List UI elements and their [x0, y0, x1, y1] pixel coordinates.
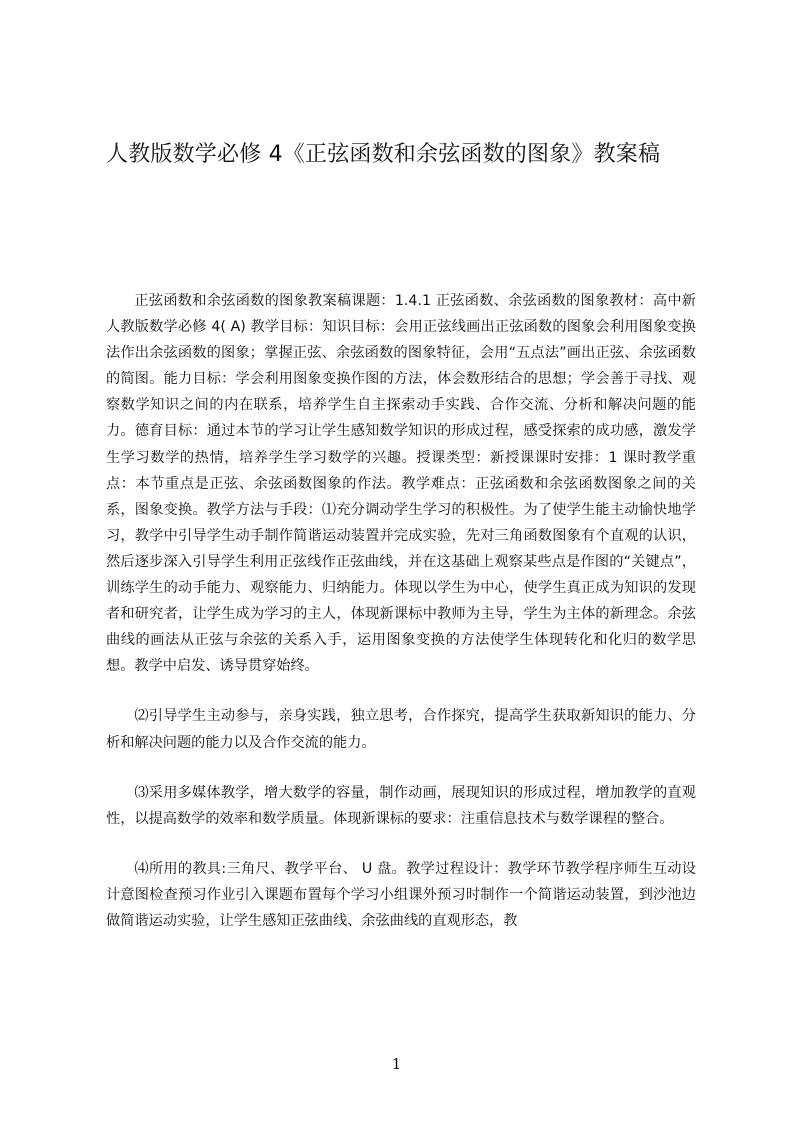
- paragraph-item-2: ⑵引导学生主动参与，亲身实践，独立思考，合作探究，提高学生获取新知识的能力、分析和解决问题的能力以及合作交流的能力。: [106, 708, 696, 751]
- document-body: [106, 288, 696, 934]
- paragraph-item-3: ⑶采用多媒体教学，增大数学的容量，制作动画，展现知识的形成过程，增加教学的直观性，以提高数学的效率和数学质量。体现新课标的要求：注重信息技术与数学课程的整合。: [106, 784, 696, 827]
- page-number: 1: [391, 1055, 402, 1073]
- paragraph-item-4: ⑷所用的教具:三角尺、教学平台、 U 盘。教学过程设计：教学环节教学程序师生互动设计意图检查预习作业引入课题布置每个学习小组课外预习时制作一个简谐运动装置，到沙池边做简谐运动实验，让学生感知正弦曲线、余弦曲线的直观形态，教: [106, 860, 696, 929]
- paragraph-intro: 正弦函数和余弦函数的图象教案稿课题：1.4.1 正弦函数、余弦函数的图象教材：高中新人教版数学必修 4( A) 教学目标：知识目标：会用正弦线画出正弦函数的图象会利用图象变换法作出余弦函数的图象；掌握正弦、余弦函数的图象特征，会用“五点法”画出正弦、余弦函数的简图。能力目标：学会利用图象变换作图的方法，体会数形结合的思想；学会善于寻找、观察数学知识之间的内在联系，培养学生自主探索动手实践、合作交流、分析和解决问题的能力。德育目标：通过本节的学习让学生感知数学知识的形成过程，感受探索的成功感，激发学生学习数学的热情，培养学生学习数学的兴趣。授课类型：新授课课时安排：1 课时教学重点：本节重点是正弦、余弦函数图象的作法。教学难点：正弦函数和余弦函数图象之间的关系，图象变换。教学方法与手段：⑴充分调动学生学习的积极性。为了使学生能主动愉快地学习，教学中引导学生动手制作简谐运动装置并完成实验，先对三角函数图象有个直观的认识，然后逐步深入引导学生利用正弦线作正弦曲线，并在这基础上观察某些点是作图的“关键点”，训练学生的动手能力、观察能力、归纳能力。体现以学生为中心，使学生真正成为知识的发现者和研究者，让学生成为学习的主人，体现新课标中教师为主导，学生为主体的新理念。余弦曲线的画法从正弦与余弦的关系入手，运用图象变换的方法使学生体现转化和化归的数学思想。教学中启发、诱导贯穿始终。: [106, 293, 696, 675]
- document-title: 人教版数学必修 4《正弦函数和余弦函数的图象》教案稿: [106, 142, 661, 167]
